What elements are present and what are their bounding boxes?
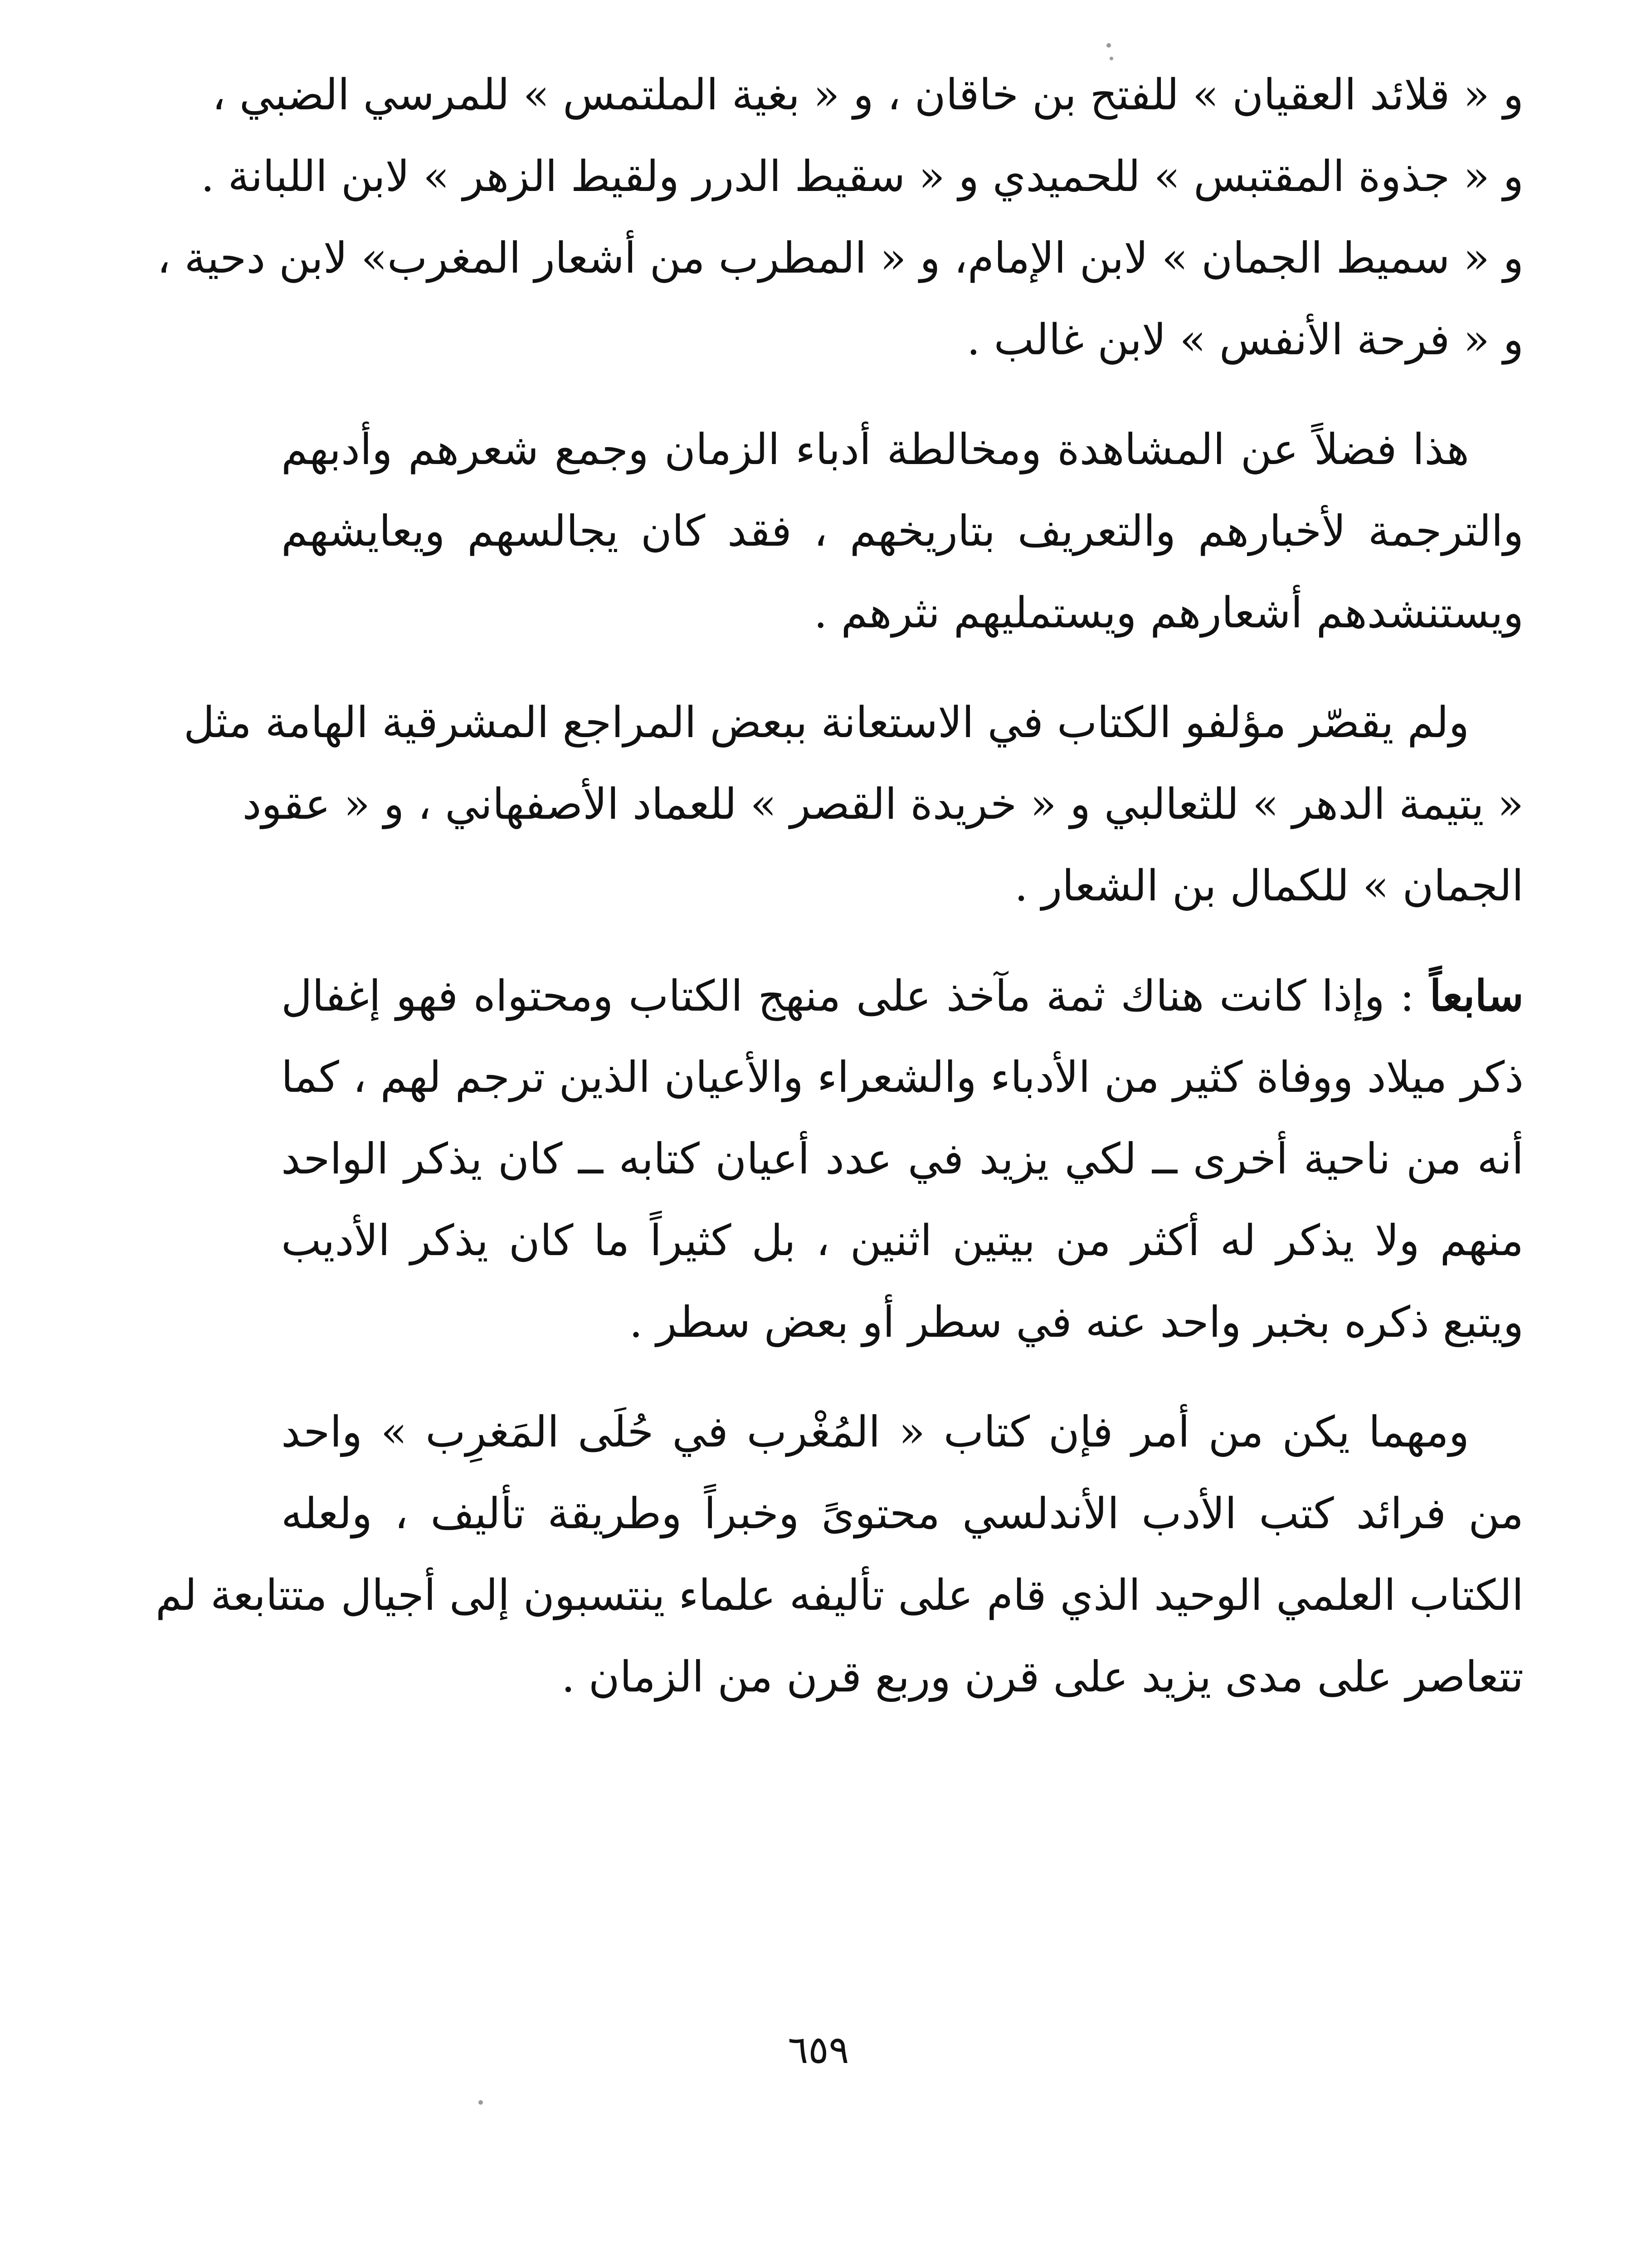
paragraph-conclusion: [155, 1392, 1524, 1718]
scan-speck: [1106, 43, 1111, 48]
scan-speck: [1110, 57, 1113, 60]
text-line: ذكر ميلاد ووفاة كثير من الأدباء والشعراء والأعيان الذين ترجم لهم ، كما: [281, 1053, 1524, 1102]
paragraph-eastern-references: [183, 682, 1524, 927]
text-line: أنه من ناحية أخرى ــ لكي يزيد في عدد أعيان كتابه ــ كان يذكر الواحد: [281, 1134, 1524, 1184]
heading-word: سابعاً: [1429, 971, 1524, 1021]
text-line: هذا فضلاً عن المشاهدة ومخالطة أدباء الزمان وجمع شعرهم وأدبهم: [281, 425, 1469, 474]
text-line: والترجمة لأخبارهم والتعريف بتاريخهم ، فقد كان يجالسهم ويعايشهم: [281, 507, 1524, 556]
paragraph-observation: [281, 409, 1524, 654]
text-line: و « فرحة الأنفس » لابن غالب .: [966, 315, 1524, 365]
text-line: ومهما يكن من أمر فإن كتاب « المُغْرب في حُلَى المَغرِب » واحد: [281, 1408, 1469, 1457]
text-line: [281, 955, 1524, 1037]
text-line: ويتبع ذكره بخبر واحد عنه في سطر أو بعض سطر .: [629, 1298, 1524, 1347]
page-body: [155, 54, 1524, 1746]
text-line: الكتاب العلمي الوحيد الذي قام على تأليفه علماء ينتسبون إلى أجيال متتابعة لم: [155, 1571, 1524, 1620]
text-line: و « قلائد العقيان » للفتح بن خاقان ، و « بغية الملتمس » للمرسي الضبي ،: [212, 70, 1524, 120]
scan-speck: [478, 2100, 483, 2105]
text-line: « يتيمة الدهر » للثعالبي و « خريدة القصر » للعماد الأصفهاني ، و « عقود: [242, 780, 1524, 829]
text-line: تتعاصر على مدى يزيد على قرن وربع قرن من الزمان .: [561, 1652, 1524, 1702]
page-number: ٦٥٩: [788, 2028, 849, 2072]
text-line: و « جذوة المقتبس » للحميدي و « سقيط الدرر ولقيط الزهر » لابن اللبانة .: [200, 152, 1524, 201]
text-line: الجمان » للكمال بن الشعار .: [1014, 861, 1524, 911]
text-line: و « سميط الجمان » لابن الإمام، و « المطرب من أشعار المغرب» لابن دحية ،: [157, 234, 1524, 283]
text-line-rest: : وإذا كانت هناك ثمة مآخذ على منهج الكتاب ومحتواه فهو إغفال: [281, 972, 1430, 1021]
paragraph-seventh-point: [281, 955, 1524, 1364]
paragraph-sources-list: [157, 54, 1524, 381]
text-line: من فرائد كتب الأدب الأندلسي محتوىً وخبراً وطريقة تأليف ، ولعله: [281, 1489, 1524, 1539]
text-line: ويستنشدهم أشعارهم ويستمليهم نثرهم .: [814, 588, 1524, 638]
text-line: منهم ولا يذكر له أكثر من بيتين اثنين ، بل كثيراً ما كان يذكر الأديب: [281, 1216, 1524, 1266]
text-line: ولم يقصّر مؤلفو الكتاب في الاستعانة ببعض المراجع المشرقية الهامة مثل: [183, 698, 1469, 748]
